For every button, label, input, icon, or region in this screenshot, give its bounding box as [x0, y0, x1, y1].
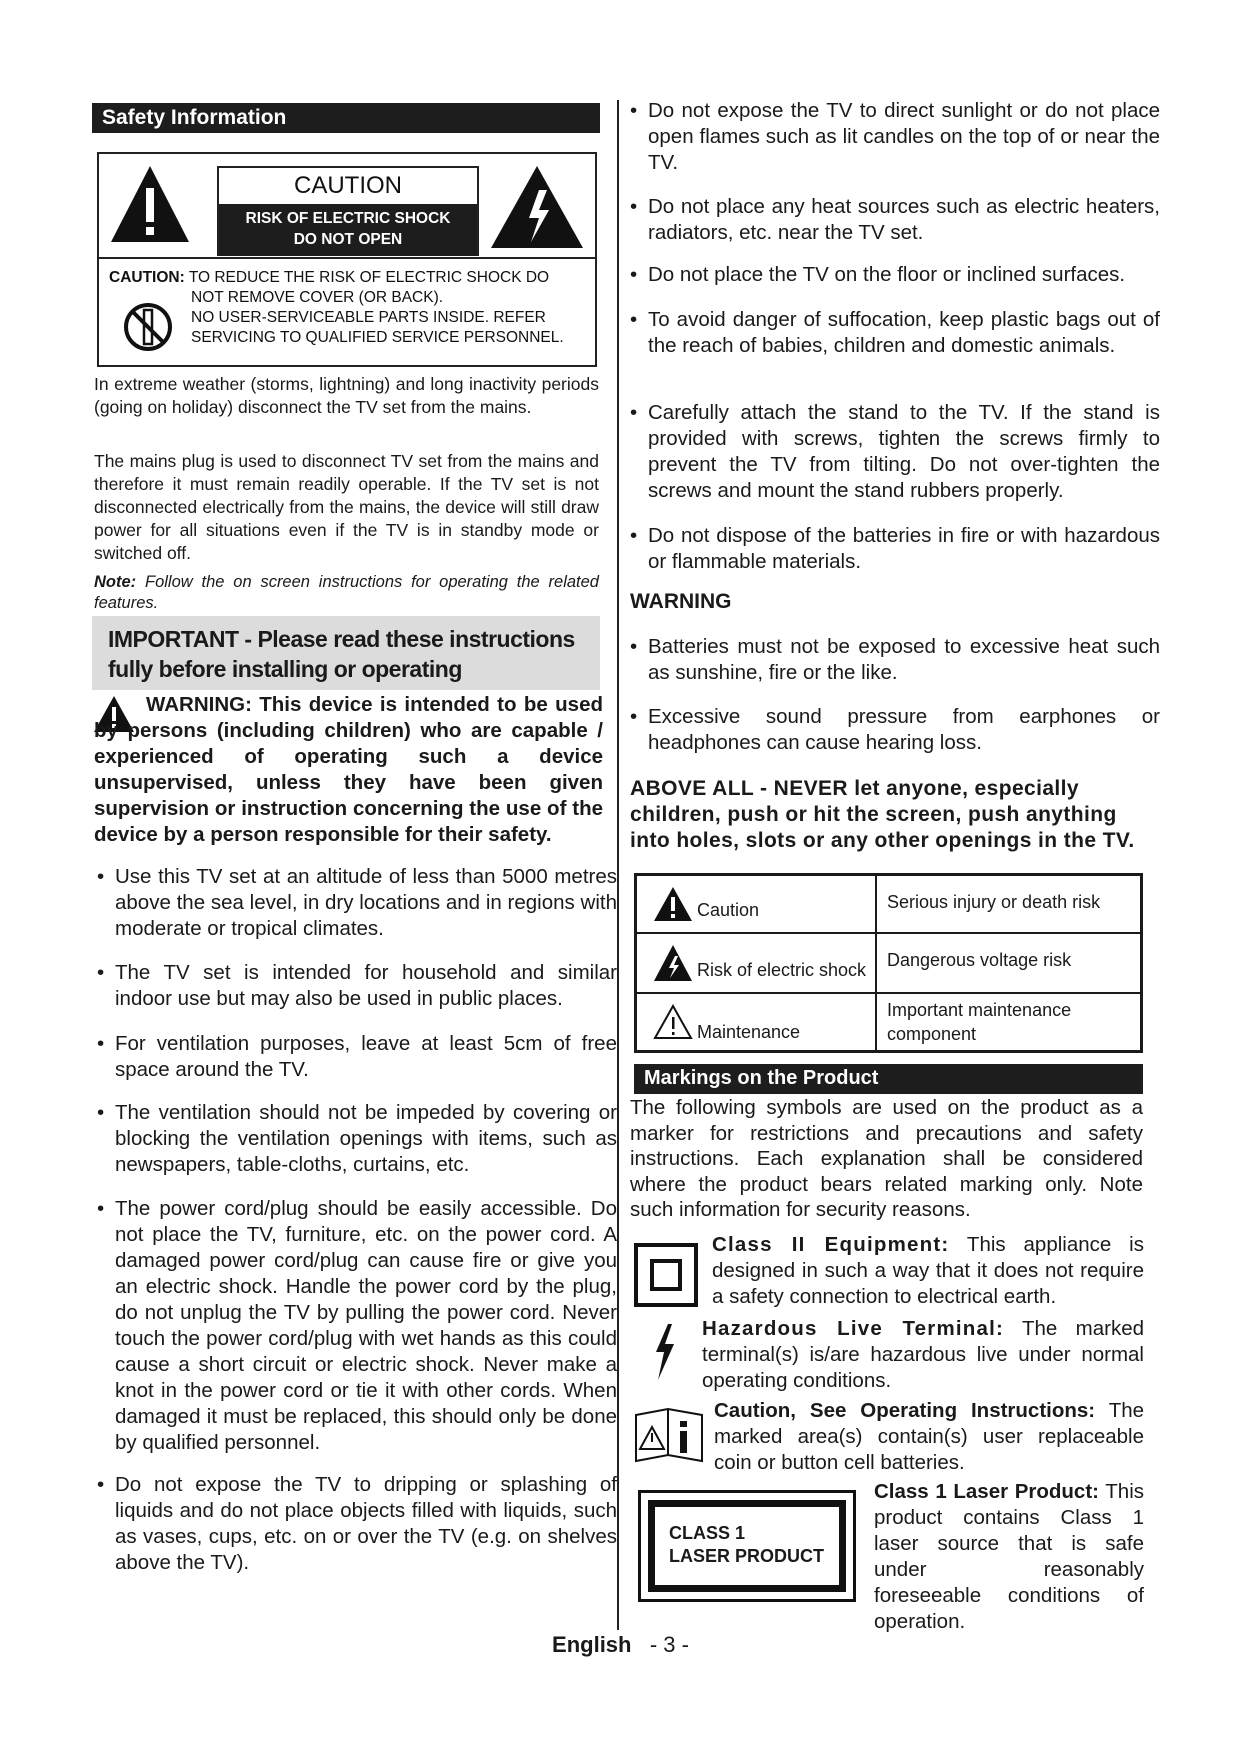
symbol-table: [634, 873, 1143, 1053]
note-paragraph: [94, 572, 599, 614]
caution-note-line3: NO USER-SERVICEABLE PARTS INSIDE. REFER: [191, 309, 546, 326]
left-bullet-3: • For ventilation purposes, leave at least 5cm of free space around the TV.: [97, 1031, 617, 1083]
caution-note-line2: NOT REMOVE COVER (OR BACK).: [191, 289, 444, 306]
device-warning: WARNING: This device is intended to be used by persons (including children) who are capable / experienced of operating such a device unsupervised, unless they have been given supervision or instruction concerning the use of the device by a person responsible for their safety.: [94, 693, 603, 846]
caution-triangle-icon: [653, 886, 693, 922]
table-label-shock: Risk of electric shock: [697, 960, 867, 980]
above-all-warning: ABOVE ALL - NEVER let anyone, especially children, push or hit the screen, push anything into holes, slots or any other openings in the TV.: [630, 777, 1135, 852]
class-ii-icon: [633, 1242, 699, 1308]
right-bullet-5: • Carefully attach the stand to the TV. If the stand is provided with screws, tighten the screws firmly to prevent the TV from tilting. Do not over-tighten the screws and mount the stand rubbers properly.: [630, 400, 1160, 504]
note-text: Follow the on screen instructions for operating the related features.: [94, 573, 599, 612]
left-bullet-4: • The ventilation should not be impeded by covering or blocking the ventilation openings with items, such as newspapers, table-cloths, curtains, etc.: [97, 1100, 617, 1178]
caution-label-title: CAUTION: [294, 172, 402, 199]
caution-note-line4: SERVICING TO QUALIFIED SERVICE PERSONNEL.: [191, 329, 564, 346]
warning-heading: WARNING: [630, 590, 732, 613]
laser-product-text: Class 1 Laser Product: This product contains Class 1 laser source that is safe under reasonably foreseeable conditions of operation.: [874, 1480, 1145, 1633]
section-title-safety: [92, 103, 600, 133]
caution-note: [109, 268, 599, 348]
weather-paragraph: In extreme weather (storms, lightning) and long inactivity periods (going on holiday) disconnect the TV set from the mains.: [94, 374, 599, 417]
maintenance-triangle-icon: [653, 1004, 693, 1040]
left-bullet-2: • The TV set is intended for household and similar indoor use but may also be used in public places.: [97, 960, 617, 1012]
table-desc-shock: Dangerous voltage risk: [887, 950, 1072, 970]
left-bullet-5: • The power cord/plug should be easily accessible. Do not place the TV, furniture, etc. on the power cord. A damaged power cord/plug can cause fire or give you an electric shock. Handle the power cord by the plug, do not unplug the TV by pulling the power cord. Never touch the power cord/plug with wet hands as this could cause a short circuit or electric shock. Never make a knot in the power cord or tie it with other cords. When damaged it must be replaced, this should only be done by qualified personnel.: [97, 1196, 617, 1456]
hazardous-live-text: Hazardous Live Terminal: The marked terminal(s) is/are hazardous live under normal operating conditions.: [702, 1317, 1145, 1392]
caution-label-line2: DO NOT OPEN: [293, 231, 403, 248]
electric-shock-triangle-icon: [489, 164, 585, 250]
left-bullet-6: • Do not expose the TV to dripping or splashing of liquids and do not place objects filled with liquids, such as vases, cups, etc. on or over the TV (e.g. on shelves above the TV).: [97, 1472, 617, 1576]
page-footer: [0, 1632, 1241, 1658]
hazardous-live-icon: [650, 1322, 678, 1382]
laser-label-line2: LASER PRODUCT: [669, 1546, 825, 1566]
right-bullet-4: • To avoid danger of suffocation, keep plastic bags out of the reach of babies, children and domestic animals.: [630, 307, 1160, 359]
section-title-text: Safety Information: [102, 106, 287, 129]
table-desc-maintenance: Important maintenance component: [887, 1000, 1072, 1044]
electric-shock-small-icon: [653, 944, 693, 982]
right-bullet-6: • Do not dispose of the batteries in fire or with hazardous or flammable materials.: [630, 523, 1160, 575]
laser-product-label: [638, 1490, 856, 1602]
caution-label-dark: [219, 204, 477, 256]
column-divider: [617, 100, 619, 1630]
caution-label-line1: RISK OF ELECTRIC SHOCK: [245, 210, 451, 227]
laser-label-line1: CLASS 1: [669, 1523, 746, 1543]
table-desc-caution: Serious injury or death risk: [887, 892, 1101, 912]
table-label-caution: Caution: [697, 900, 760, 920]
caution-label-box: [97, 152, 597, 367]
table-row: [637, 994, 1140, 1050]
important-text: IMPORTANT - Please read these instructions fully before installing or operating: [108, 626, 575, 682]
table-row: [637, 934, 1140, 994]
see-instructions-text: Caution, See Operating Instructions: The marked area(s) contain(s) user replaceable coin or button cell batteries.: [714, 1399, 1145, 1474]
caution-box-divider: [99, 257, 595, 259]
footer-language: English: [552, 1632, 632, 1657]
table-label-maintenance: Maintenance: [697, 1022, 801, 1042]
caution-note-prefix: CAUTION:: [109, 269, 185, 286]
warning-bullet-2: • Excessive sound pressure from earphones or headphones can cause hearing loss.: [630, 704, 1160, 756]
see-instructions-icon: [632, 1405, 706, 1465]
markings-title: Markings on the Product: [634, 1064, 1143, 1094]
left-bullet-1: • Use this TV set at an altitude of less than 5000 metres above the sea level, in dry locations and in regions with moderate or tropical climates.: [97, 864, 617, 942]
warning-triangle-icon: [109, 164, 191, 244]
right-bullet-1: • Do not expose the TV to direct sunlight or do not place open flames such as lit candles on the top of or near the TV.: [630, 98, 1160, 176]
mains-plug-paragraph: The mains plug is used to disconnect TV set from the mains and therefore it must remain readily operable. If the TV set is not disconnected electrically from the mains, the device will still draw power for all situations even if the TV is in standby mode or switched off.: [94, 451, 599, 563]
right-bullet-2: • Do not place any heat sources such as electric heaters, radiators, etc. near the TV set.: [630, 194, 1160, 246]
warning-bullet-1: • Batteries must not be exposed to excessive heat such as sunshine, fire or the like.: [630, 634, 1160, 686]
markings-intro: The following symbols are used on the product as a marker for restrictions and precautions and safety instructions. Each explanation shall be considered where the product bears related marking only. Note such information for security reasons.: [630, 1096, 1143, 1221]
class-ii-text: Class II Equipment: This appliance is designed in such a way that it does not require a safety connection to electrical earth.: [712, 1233, 1144, 1308]
note-label: Note:: [94, 573, 137, 591]
caution-note-line1: TO REDUCE THE RISK OF ELECTRIC SHOCK DO: [188, 269, 550, 286]
table-row: [637, 876, 1140, 934]
caution-label: [217, 166, 479, 256]
important-banner: [92, 616, 600, 690]
right-bullet-3: • Do not place the TV on the floor or inclined surfaces.: [630, 262, 1160, 288]
footer-page-number: - 3 -: [649, 1632, 689, 1657]
